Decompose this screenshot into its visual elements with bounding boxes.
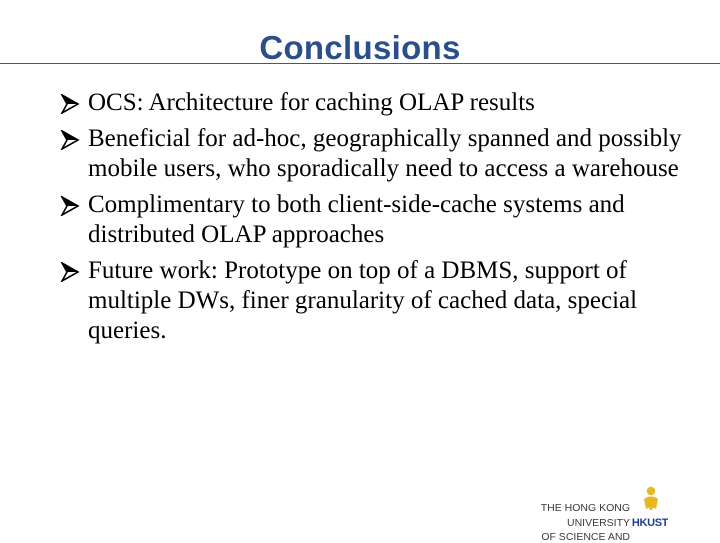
bullet-item [58, 190, 698, 250]
bullet-item [58, 124, 698, 184]
bullet-item [58, 256, 698, 346]
arrowhead-bullet-icon [60, 196, 80, 216]
logo-text-line-2: UNIVERSITY [566, 517, 630, 529]
bullet-item [58, 88, 698, 118]
arrowhead-bullet-icon [60, 130, 80, 150]
bullet-list [58, 88, 698, 352]
bullet-text: Beneficial for ad-hoc, geographically spanned and possibly mobile users, who sporadically need to access a warehouse [88, 125, 682, 182]
arrowhead-bullet-icon [60, 94, 80, 114]
bullet-text: Future work: Prototype on top of a DBMS, support of multiple DWs, finer granularity of cached data, special queries. [88, 257, 638, 344]
title-underline [0, 63, 720, 64]
slide-title: Conclusions [259, 29, 461, 66]
logo-text-line-3: OF SCIENCE AND [541, 531, 630, 543]
bullet-text: Complimentary to both client-side-cache systems and distributed OLAP approaches [88, 191, 625, 248]
bullet-text: OCS: Architecture for caching OLAP results [88, 89, 535, 116]
university-logo [520, 485, 670, 543]
hkust-emblem-icon [632, 485, 668, 540]
logo-wordmark: HKUST [632, 517, 668, 529]
logo-text-line-1: THE HONG KONG [540, 502, 630, 514]
arrowhead-bullet-icon [60, 262, 80, 282]
